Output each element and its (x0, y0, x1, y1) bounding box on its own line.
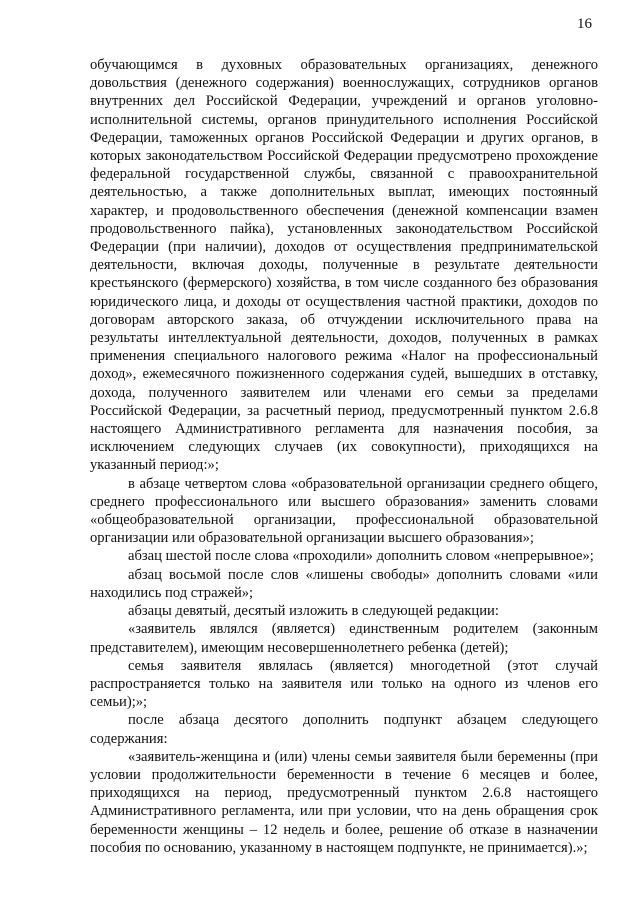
paragraph-amendment-paragraph-4: в абзаце четвертом слова «образовательной организации среднего общего, среднего профессионального или высшего образования» заменить словами «общеобразовательной организации, профессиональной образовательной организации или образовательной организации высшего образования»; (90, 475, 598, 547)
page-number: 16 (577, 16, 592, 32)
paragraph-amendment-paragraphs-9-10: абзацы девятый, десятый изложить в следующей редакции: (128, 603, 499, 620)
paragraph-addition-instruction: после абзаца десятого дополнить подпункт абзацем следующего содержания: (90, 712, 598, 747)
document-body (90, 56, 598, 857)
paragraph-continuation: обучающимся в духовных образовательных организациях, денежного довольствия (денежного содержания) военнослужащих, сотрудников органов внутренних дел Российской Федерации, учреждений и органов уголовно-исполнительной системы, органов принудительного исполнения Российской Федерации, таможенных органов Российской Федерации и других органов, в которых законодательством Российской Федерации предусмотрено прохождение федеральной государственной службы, связанной с правоохранительной деятельностью, а также дополнительных выплат, имеющих постоянный характер, и продовольственного обеспечения (денежной компенсации взамен продовольственного пайка), установленных законодательством Российской Федерации (при наличии), доходов от осуществления предпринимательской деятельности, включая доходы, полученные в результате деятельности крестьянского (фермерского) хозяйства, в том числе созданного без образования юридического лица, и доходы от осуществления частной практики, доходов по договорам авторского заказа, об отчуждении исключительного права на результаты интеллектуальной деятельности, доходов, полученных в рамках применения специального налогового режима «Налог на профессиональный доход», ежемесячного пожизненного содержания судей, вышедших в отставку, дохода, полученного заявителем или членами его семьи за пределами Российской Федерации, за расчетный период, предусмотренный пунктом 2.6.8 настоящего Административного регламента для назначения пособия, за исключением следующих случаев (их совокупности), приходящихся на указанный период:»; (90, 57, 598, 474)
paragraph-new-text-large-family: семья заявителя являлась (является) многодетной (этот случай распространяется только на заявителя или только на одного из членов его семьи);»; (90, 657, 598, 711)
paragraph-amendment-paragraph-8: абзац восьмой после слов «лишены свободы» дополнить словами «или находились под стражей»; (90, 566, 598, 601)
paragraph-new-text-single-parent: «заявитель являлся (является) единственным родителем (законным представителем), имеющим несовершеннолетнего ребенка (детей); (90, 621, 598, 656)
paragraph-amendment-paragraph-6: абзац шестой после слова «проходили» дополнить словом «непрерывное»; (128, 548, 594, 565)
paragraph-new-text-pregnancy: «заявитель-женщина и (или) члены семьи заявителя были беременны (при условии продолжительности беременности в течение 6 месяцев и более, приходящихся на период, предусмотренный пунктом 2.6.8 настоящего Административного регламента, или при условии, что на день обращения срок беременности женщины – 12 недель и более, решение об отказе в назначении пособия по основанию, указанному в настоящем подпункте, не принимается).»; (90, 748, 598, 856)
